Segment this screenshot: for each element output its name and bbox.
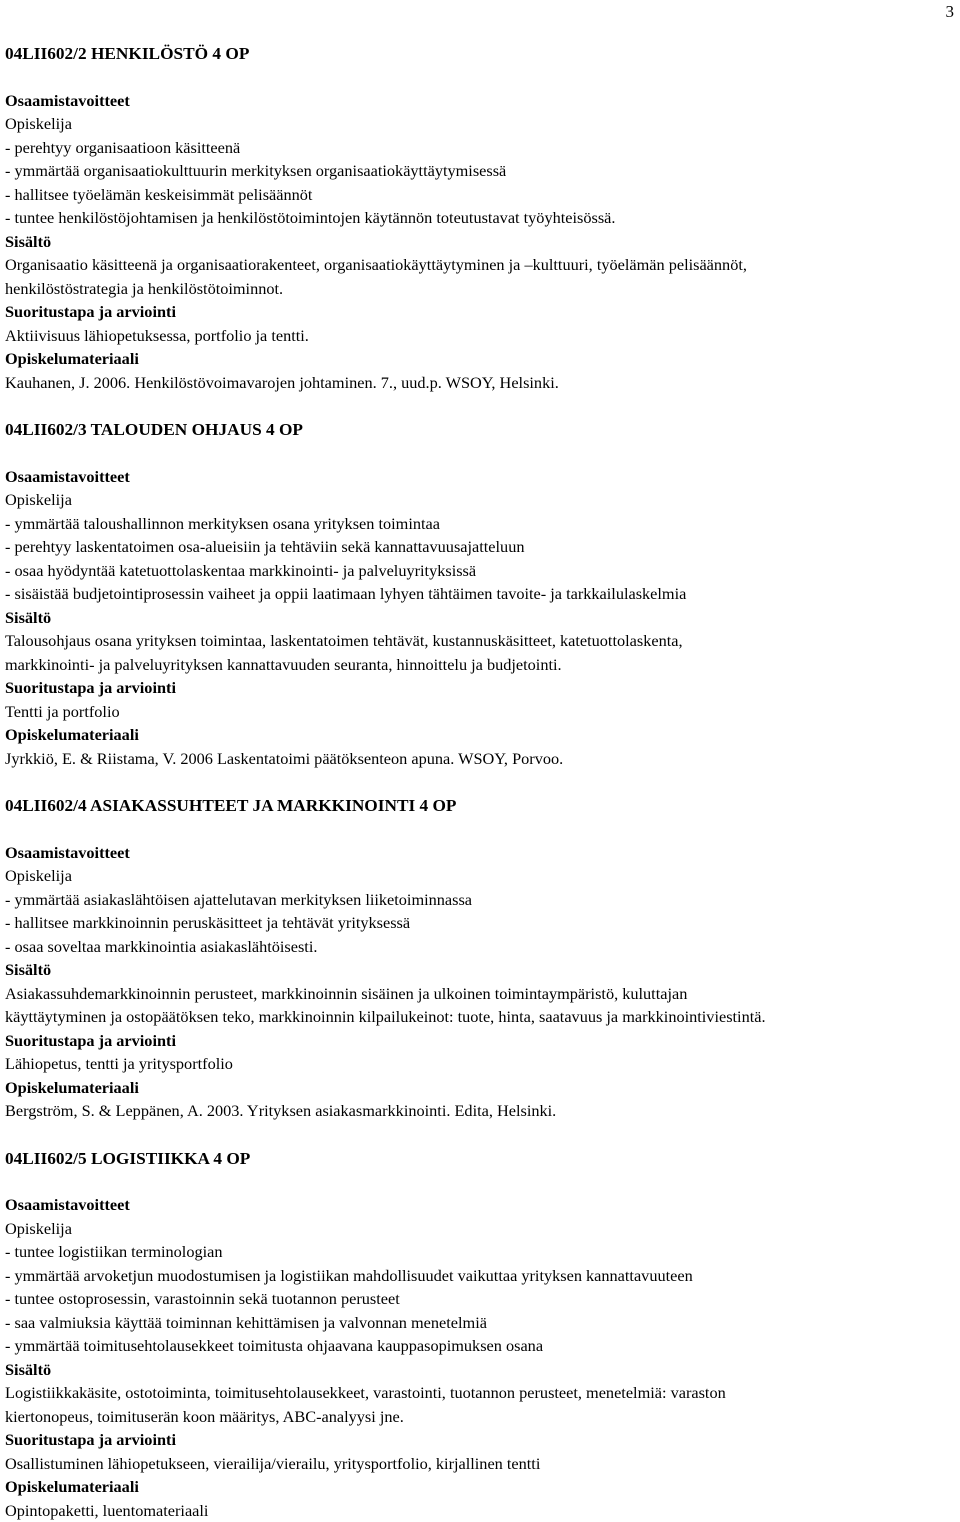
objective-item: - tuntee ostoprosessin, varastoinnin sekä tuotannon perusteet xyxy=(5,1287,955,1311)
objective-item: - hallitsee työelämän keskeisimmät pelisäännöt xyxy=(5,183,955,207)
student-label: Opiskelija xyxy=(5,864,955,888)
content-text: henkilöstöstrategia ja henkilöstötoiminnot. xyxy=(5,277,955,301)
content-heading: Sisältö xyxy=(5,958,955,982)
materials-text: Opintopaketti, luentomateriaali xyxy=(5,1499,955,1522)
objective-item: - ymmärtää asiakaslähtöisen ajattelutavan merkityksen liiketoiminnassa xyxy=(5,888,955,912)
course-title: 04LII602/4 ASIAKASSUHTEET JA MARKKINOINTI 4 OP xyxy=(5,794,955,818)
objective-item: - perehtyy laskentatoimen osa-alueisiin ja tehtäviin sekä kannattavuusajatteluun xyxy=(5,535,955,559)
content-text: markkinointi- ja palveluyrityksen kannattavuuden seuranta, hinnoittelu ja budjetointi. xyxy=(5,653,955,677)
course-title: 04LII602/2 HENKILÖSTÖ 4 OP xyxy=(5,42,955,66)
materials-text: Kauhanen, J. 2006. Henkilöstövoimavarojen johtaminen. 7., uud.p. WSOY, Helsinki. xyxy=(5,371,955,395)
content-text: käyttäytyminen ja ostopäätöksen teko, markkinoinnin kilpailukeinot: tuote, hinta, saatavuus ja markkinointiviestintä. xyxy=(5,1005,955,1029)
objective-item: - hallitsee markkinoinnin peruskäsitteet ja tehtävät yrityksessä xyxy=(5,911,955,935)
materials-heading: Opiskelumateriaali xyxy=(5,1475,955,1499)
materials-heading: Opiskelumateriaali xyxy=(5,1076,955,1100)
course-logistiikka xyxy=(5,1147,955,1522)
assessment-text: Lähiopetus, tentti ja yritysportfolio xyxy=(5,1052,955,1076)
objectives-heading: Osaamistavoitteet xyxy=(5,89,955,113)
objective-item: - osaa hyödyntää katetuottolaskentaa markkinointi- ja palveluyrityksissä xyxy=(5,559,955,583)
course-asiakassuhteet xyxy=(5,794,955,1123)
objective-item: - osaa soveltaa markkinointia asiakaslähtöisesti. xyxy=(5,935,955,959)
assessment-text: Osallistuminen lähiopetukseen, vierailija/vierailu, yritysportfolio, kirjallinen tentti xyxy=(5,1452,955,1476)
content-text: Organisaatio käsitteenä ja organisaatiorakenteet, organisaatiokäyttäytyminen ja –kulttuuri, työelämän pelisäännöt, xyxy=(5,253,955,277)
assessment-text: Tentti ja portfolio xyxy=(5,700,955,724)
objective-item: - ymmärtää taloushallinnon merkityksen osana yrityksen toimintaa xyxy=(5,512,955,536)
objective-item: - ymmärtää organisaatiokulttuurin merkityksen organisaatiokäyttäytymisessä xyxy=(5,159,955,183)
assessment-heading: Suoritustapa ja arviointi xyxy=(5,1029,955,1053)
content-heading: Sisältö xyxy=(5,1358,955,1382)
student-label: Opiskelija xyxy=(5,1217,955,1241)
content-text: kiertonopeus, toimituserän koon määritys, ABC-analyysi jne. xyxy=(5,1405,955,1429)
objective-item: - saa valmiuksia käyttää toiminnan kehittämisen ja valvonnan menetelmiä xyxy=(5,1311,955,1335)
course-title: 04LII602/5 LOGISTIIKKA 4 OP xyxy=(5,1147,955,1171)
objectives-heading: Osaamistavoitteet xyxy=(5,465,955,489)
assessment-heading: Suoritustapa ja arviointi xyxy=(5,676,955,700)
objective-item: - ymmärtää arvoketjun muodostumisen ja logistiikan mahdollisuudet vaikuttaa yrityksen kannattavuuteen xyxy=(5,1264,955,1288)
student-label: Opiskelija xyxy=(5,488,955,512)
course-talouden-ohjaus xyxy=(5,418,955,770)
content-text: Talousohjaus osana yrityksen toimintaa, laskentatoimen tehtävät, kustannuskäsitteet, katetuottolaskenta, xyxy=(5,629,955,653)
objective-item: - tuntee logistiikan terminologian xyxy=(5,1240,955,1264)
materials-heading: Opiskelumateriaali xyxy=(5,347,955,371)
assessment-heading: Suoritustapa ja arviointi xyxy=(5,300,955,324)
content-heading: Sisältö xyxy=(5,230,955,254)
materials-text: Jyrkkiö, E. & Riistama, V. 2006 Laskentatoimi päätöksenteon apuna. WSOY, Porvoo. xyxy=(5,747,955,771)
page-number: 3 xyxy=(946,0,955,24)
materials-text: Bergström, S. & Leppänen, A. 2003. Yrityksen asiakasmarkkinointi. Edita, Helsinki. xyxy=(5,1099,955,1123)
course-henkilosto xyxy=(5,42,955,394)
content-text: Logistiikkakäsite, ostotoiminta, toimitusehtolausekkeet, varastointi, tuotannon perusteet, menetelmiä: varaston xyxy=(5,1381,955,1405)
content-text: Asiakassuhdemarkkinoinnin perusteet, markkinoinnin sisäinen ja ulkoinen toimintaympäristö, kuluttajan xyxy=(5,982,955,1006)
objectives-heading: Osaamistavoitteet xyxy=(5,841,955,865)
objectives-heading: Osaamistavoitteet xyxy=(5,1193,955,1217)
course-title: 04LII602/3 TALOUDEN OHJAUS 4 OP xyxy=(5,418,955,442)
objective-item: - perehtyy organisaatioon käsitteenä xyxy=(5,136,955,160)
materials-heading: Opiskelumateriaali xyxy=(5,723,955,747)
student-label: Opiskelija xyxy=(5,112,955,136)
objective-item: - sisäistää budjetointiprosessin vaiheet ja oppii laatimaan lyhyen tähtäimen tavoite- ja tarkkailulaskelmia xyxy=(5,582,955,606)
document-body xyxy=(5,42,955,1522)
content-heading: Sisältö xyxy=(5,606,955,630)
objective-item: - tuntee henkilöstöjohtamisen ja henkilöstötoimintojen käytännön toteutustavat työyhteisössä. xyxy=(5,206,955,230)
assessment-heading: Suoritustapa ja arviointi xyxy=(5,1428,955,1452)
objective-item: - ymmärtää toimitusehtolausekkeet toimitusta ohjaavana kauppasopimuksen osana xyxy=(5,1334,955,1358)
assessment-text: Aktiivisuus lähiopetuksessa, portfolio ja tentti. xyxy=(5,324,955,348)
